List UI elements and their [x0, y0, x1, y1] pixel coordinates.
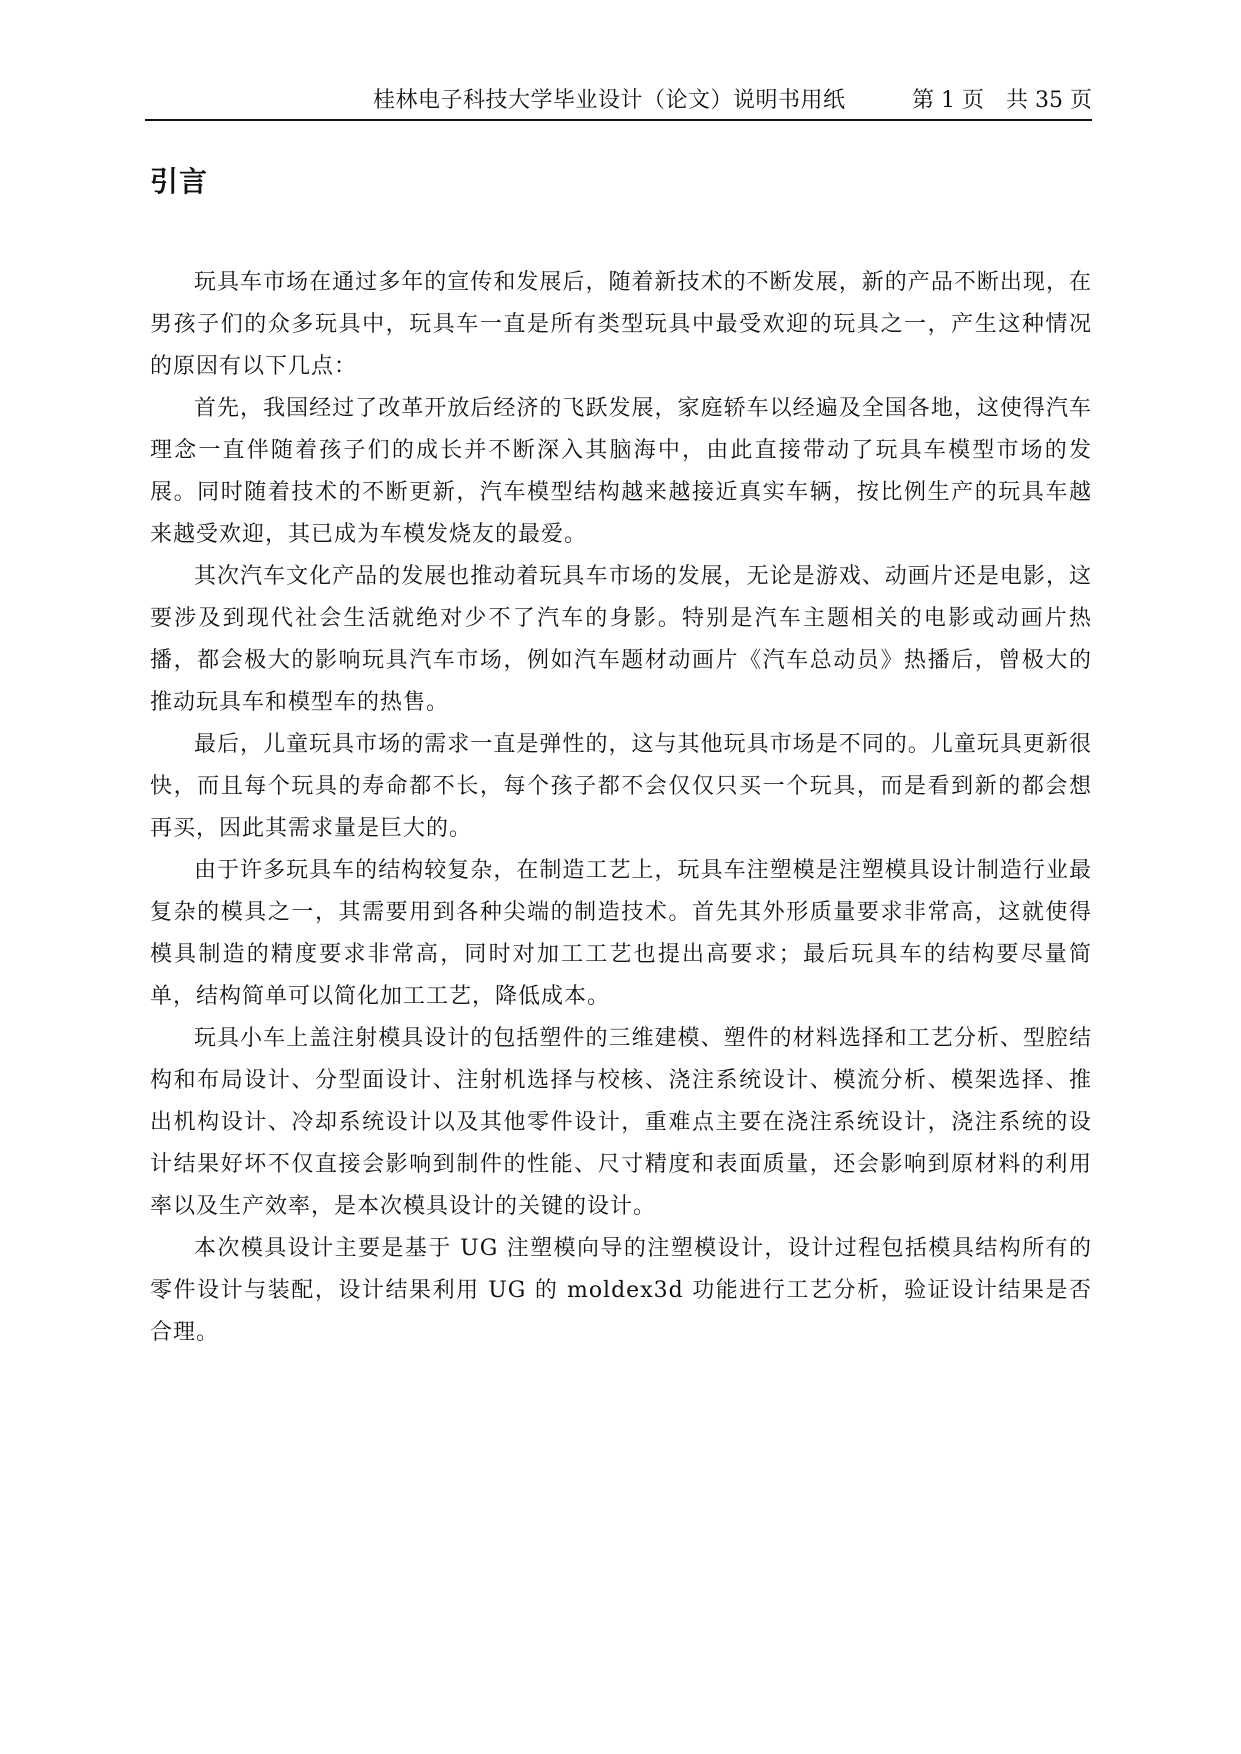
- body-text: [150, 262, 1092, 1354]
- paragraph: 由于许多玩具车的结构较复杂，在制造工艺上，玩具车注塑模是注塑模具设计制造行业最复杂的模具之一，其需要用到各种尖端的制造技术。首先其外形质量要求非常高，这就使得模具制造的精度要求非常高，同时对加工工艺也提出高要求；最后玩具车的结构要尽量简单，结构简单可以简化加工工艺，降低成本。: [150, 858, 1092, 1009]
- paragraph: 玩具小车上盖注射模具设计的包括塑件的三维建模、塑件的材料选择和工艺分析、型腔结构和布局设计、分型面设计、注射机选择与校核、浇注系统设计、模流分析、模架选择、推出机构设计、冷却系统设计以及其他零件设计，重难点主要在浇注系统设计，浇注系统的设计结果好坏不仅直接会影响到制件的性能、尺寸精度和表面质量，还会影响到原材料的利用率以及生产效率，是本次模具设计的关键的设计。: [150, 1026, 1092, 1219]
- paragraph: 本次模具设计主要是基于 UG 注塑模向导的注塑模设计，设计过程包括模具结构所有的零件设计与装配，设计结果利用 UG 的 moldex3d 功能进行工艺分析，验证设计结果是否合理。: [150, 1236, 1092, 1345]
- header-page-number: 第 1 页 共 35 页: [912, 88, 1092, 113]
- paragraph: 最后，儿童玩具市场的需求一直是弹性的，这与其他玩具市场是不同的。儿童玩具更新很快，而且每个玩具的寿命都不长，每个孩子都不会仅仅只买一个玩具，而是看到新的都会想再买，因此其需求量是巨大的。: [150, 732, 1092, 841]
- paragraph: 其次汽车文化产品的发展也推动着玩具车市场的发展，无论是游戏、动画片还是电影，这要涉及到现代社会生活就绝对少不了汽车的身影。特别是汽车主题相关的电影或动画片热播，都会极大的影响玩具汽车市场，例如汽车题材动画片《汽车总动员》热播后，曾极大的推动玩具车和模型车的热售。: [150, 564, 1092, 715]
- header-divider: [145, 119, 1092, 121]
- paragraph: 首先，我国经过了改革开放后经济的飞跃发展，家庭轿车以经遍及全国各地，这使得汽车理念一直伴随着孩子们的成长并不断深入其脑海中，由此直接带动了玩具车模型市场的发展。同时随着技术的不断更新，汽车模型结构越来越接近真实车辆，按比例生产的玩具车越来越受欢迎，其已成为车模发烧友的最爱。: [150, 396, 1092, 547]
- page-header: [145, 84, 1092, 118]
- section-title: 引言: [150, 165, 209, 198]
- paragraph: 玩具车市场在通过多年的宣传和发展后，随着新技术的不断发展，新的产品不断出现，在男孩子们的众多玩具中，玩具车一直是所有类型玩具中最受欢迎的玩具之一，产生这种情况的原因有以下几点：: [150, 270, 1092, 379]
- header-school-name: 桂林电子科技大学毕业设计（论文）说明书用纸: [373, 88, 846, 113]
